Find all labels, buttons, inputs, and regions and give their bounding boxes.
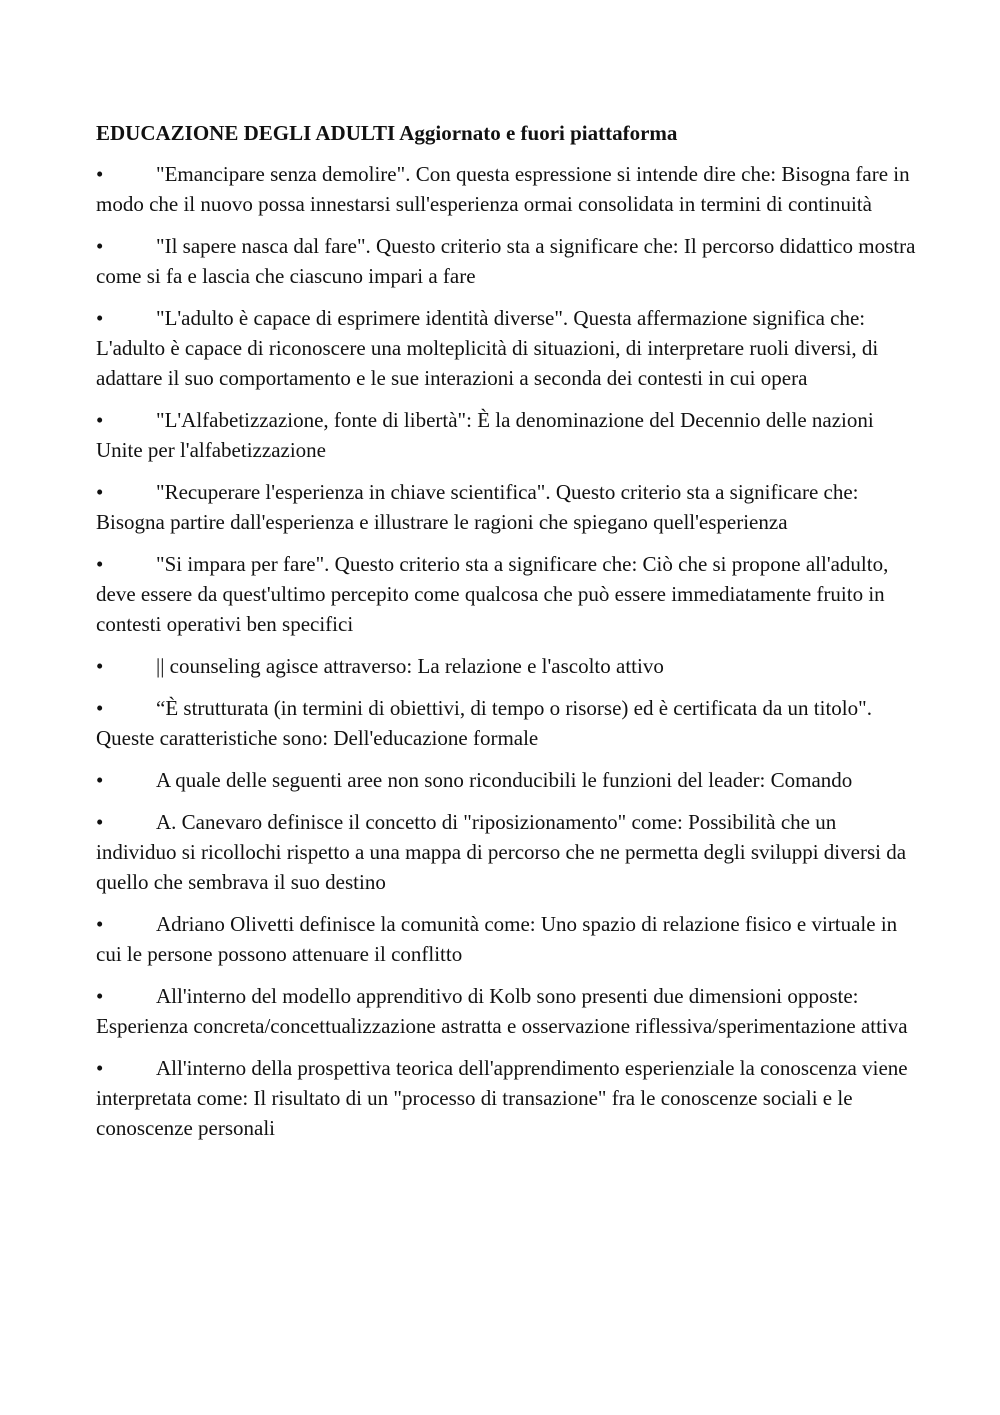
list-item [96, 303, 916, 393]
list-item [96, 159, 916, 219]
list-item-text: All'interno della prospettiva teorica dell'apprendimento esperienziale la conoscenza viene interpretata come: Il risultato di un "processo di transazione" fra le conoscenze sociali e le conoscenze personali [96, 1056, 908, 1140]
bullet-icon: • [96, 234, 104, 258]
list-item [96, 405, 916, 465]
document-title: EDUCAZIONE DEGLI ADULTI Aggiornato e fuori piattaforma [96, 121, 678, 145]
bullet-icon: • [96, 1056, 104, 1080]
list-item [96, 981, 916, 1041]
list-item-text: Adriano Olivetti definisce la comunità come: Uno spazio di relazione fisico e virtuale in cui le persone possono attenuare il conflitto [96, 912, 898, 966]
list-item [96, 909, 916, 969]
list-item [96, 231, 916, 291]
bullet-icon: • [96, 480, 104, 504]
list-item [96, 651, 916, 681]
bullet-icon: • [96, 810, 104, 834]
bullet-icon: • [96, 162, 104, 186]
bullet-icon: • [96, 408, 104, 432]
bullet-icon: • [96, 912, 104, 936]
list-item-text: "Si impara per fare". Questo criterio sta a significare che: Ciò che si propone all'adulto, deve essere da quest'ultimo percepito come qualcosa che può essere immediatamente fruito in contesti operativi ben specifici [96, 552, 889, 636]
bullet-icon: • [96, 984, 104, 1008]
list-item-text: "L'Alfabetizzazione, fonte di libertà": È la denominazione del Decennio delle nazioni Unite per l'alfabetizzazione [96, 408, 874, 462]
list-item-text: A. Canevaro definisce il concetto di "riposizionamento" come: Possibilità che un individuo si ricollochi rispetto a una mappa di percorso che ne permetta degli sviluppi diversi da quello che sembrava il suo destino [96, 810, 907, 894]
list-item [96, 1053, 916, 1143]
list-item-text: "L'adulto è capace di esprimere identità diverse". Questa affermazione significa che: L'adulto è capace di riconoscere una molteplicità di situazioni, di interpretare ruoli diversi, di adattare il suo comportamento e le sue interazioni a seconda dei contesti in cui opera [96, 306, 879, 390]
list-item-text: All'interno del modello apprenditivo di Kolb sono presenti due dimensioni opposte: Esperienza concreta/concettualizzazione astratta e osservazione riflessiva/sperimentazione attiva [96, 984, 908, 1038]
list-item-text: “È strutturata (in termini di obiettivi, di tempo o risorse) ed è certificata da un titolo". Queste caratteristiche sono: Dell'educazione formale [96, 696, 872, 750]
document-page [96, 118, 916, 1155]
bullet-icon: • [96, 552, 104, 576]
list-item-text: "Il sapere nasca dal fare". Questo criterio sta a significare che: Il percorso didattico mostra come si fa e lascia che ciascuno impari a fare [96, 234, 916, 288]
list-item-text: "Emancipare senza demolire". Con questa espressione si intende dire che: Bisogna fare in modo che il nuovo possa innestarsi sull'esperienza ormai consolidata in termini di continuità [96, 162, 910, 216]
list-item [96, 693, 916, 753]
list-item-text: || counseling agisce attraverso: La relazione e l'ascolto attivo [156, 654, 664, 678]
list-item [96, 477, 916, 537]
bullet-icon: • [96, 654, 104, 678]
list-item [96, 807, 916, 897]
list-item [96, 765, 916, 795]
list-item-text: A quale delle seguenti aree non sono riconducibili le funzioni del leader: Comando [156, 768, 853, 792]
bullet-icon: • [96, 306, 104, 330]
list-item [96, 549, 916, 639]
bullet-icon: • [96, 696, 104, 720]
bullet-icon: • [96, 768, 104, 792]
list-item-text: "Recuperare l'esperienza in chiave scientifica". Questo criterio sta a significare che: Bisogna partire dall'esperienza e illustrare le ragioni che spiegano quell'esperienza [96, 480, 859, 534]
